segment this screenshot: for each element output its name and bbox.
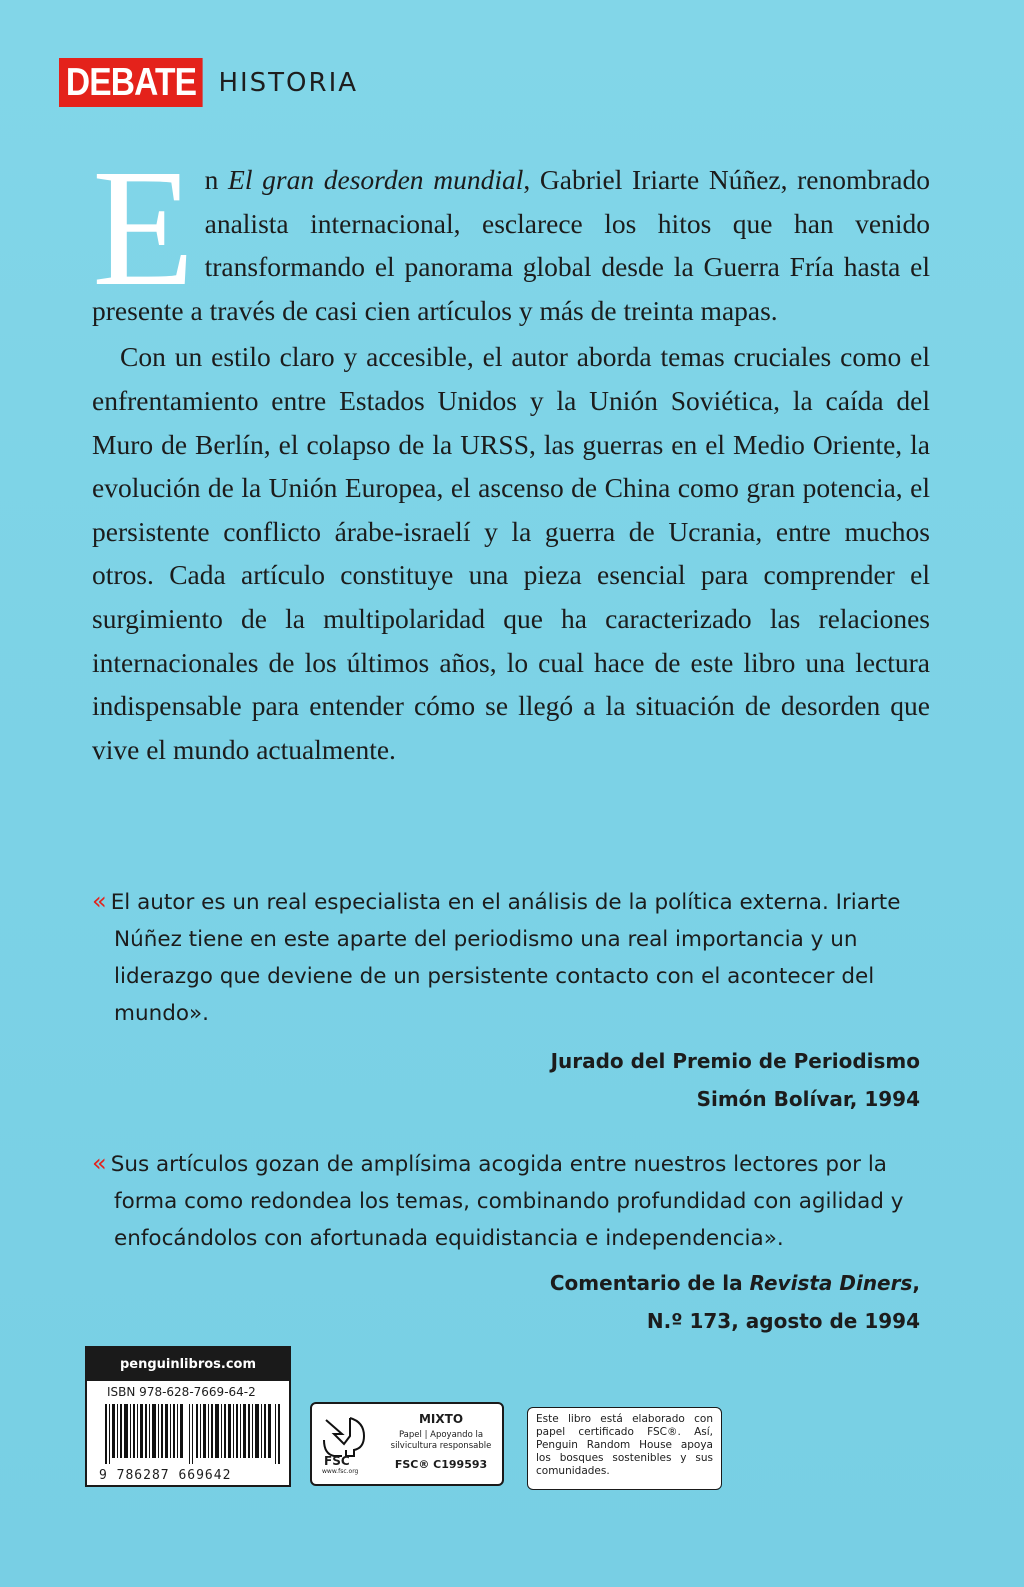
fsc-statement: Este libro está elaborado con papel certificado FSC®. Así, Penguin Random House apoya los bosques sostenibles y sus comunidades. <box>527 1407 722 1490</box>
collection-label: HISTORIA <box>218 67 359 98</box>
fsc-label <box>310 1402 504 1486</box>
publisher-website: penguinlibros.com <box>87 1348 289 1381</box>
fsc-website: www.fsc.org <box>322 1468 359 1475</box>
book-title: El gran desorden mundial <box>228 164 524 195</box>
isbn-label: ISBN 978-628-7669-64-2 <box>107 1385 256 1399</box>
para1-lead: n <box>204 164 229 195</box>
synopsis-paragraph-1 <box>92 135 931 332</box>
synopsis-paragraph-2: Con un estilo claro y accesible, el autor aborda temas cruciales como el enfrentamiento entre Estados Unidos y la Unión Soviética, la caída del Muro de Berlín, el colapso de la URSS, las guerras en el Medio Oriente, la evolución de la Unión Europea, el ascenso de China como gran potencia, el persistente conflicto árabe-israelí y la guerra de Ucrania, entre muchos otros. Cada artículo constituye una pieza esencial para comprender el surgimiento de la multipolaridad que ha caracterizado las relaciones internacionales de los últimos años, lo cual hace de este libro una lectura indispensable para entender cómo se llegó a la situación de desorden que vive el mundo actualmente. <box>92 341 930 765</box>
fsc-mixto-block <box>382 1412 500 1471</box>
attribution-suffix: , <box>912 1271 920 1295</box>
review-quote-1 <box>92 883 912 1032</box>
publisher-header <box>59 58 358 107</box>
magazine-name: Revista Diners <box>749 1271 913 1295</box>
barcode-icon <box>105 1404 281 1464</box>
fsc-code: FSC® C199593 <box>394 1458 488 1471</box>
barcode-number: 9 786287 669642 <box>99 1468 232 1483</box>
attribution-line: N.º 173, agosto de 1994 <box>646 1309 920 1333</box>
barcode-panel <box>85 1346 291 1487</box>
fsc-letters: FSC <box>324 1454 350 1468</box>
para1-rest: , Gabriel Iriarte Núñez, renombrado analista internacional, esclarece los hitos que han venido transformando el panorama global desde la Guerra Fría hasta el presente a través de casi cien artículos y más de treinta mapas. <box>92 164 931 326</box>
debate-logo: DEBATE <box>59 58 203 107</box>
review-quote-2 <box>92 1145 912 1257</box>
quote-mark-icon: « <box>92 887 107 915</box>
attribution-line <box>550 1264 920 1302</box>
fsc-subtitle: Papel | Apoyando la silvicultura responsable <box>390 1430 492 1451</box>
quote-text: El autor es un real especialista en el análisis de la política externa. Iriarte Núñez tiene en este aparte del periodismo una real importancia y un liderazgo que deviene de un persistente contacto con el acontecer del mundo». <box>110 890 901 1026</box>
attribution-line: Jurado del Premio de Periodismo <box>550 1049 920 1073</box>
synopsis <box>92 135 931 771</box>
quote-2-attribution <box>550 1264 920 1340</box>
quote-text: Sus artículos gozan de amplísima acogida entre nuestros lectores por la forma como redondea los temas, combinando profundidad con agilidad y enfocándolos con afortunada equidistancia e independencia». <box>110 1152 904 1251</box>
quote-mark-icon: « <box>92 1149 107 1177</box>
drop-cap: E <box>92 135 195 321</box>
attribution-line: Simón Bolívar, 1994 <box>696 1087 920 1111</box>
attribution-prefix: Comentario de la <box>549 1271 750 1295</box>
quote-1-attribution <box>551 1042 920 1118</box>
fsc-mixto-title: MIXTO <box>418 1412 464 1426</box>
